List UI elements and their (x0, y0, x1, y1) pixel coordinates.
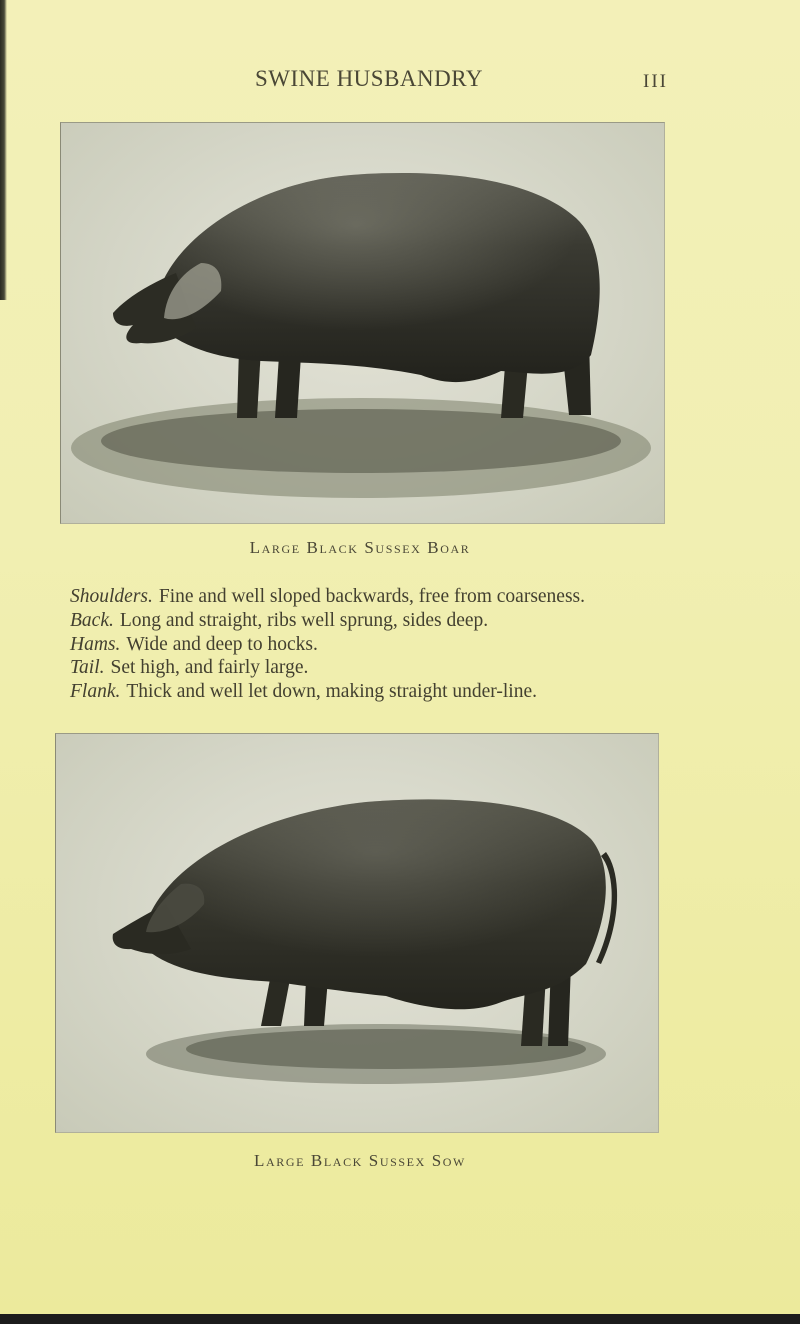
point-text: Long and straight, ribs well sprung, sides deep. (119, 609, 489, 631)
boar-photograph (60, 122, 665, 524)
point-text: Wide and deep to hocks. (126, 633, 318, 655)
point-text: Thick and well let down, making straight under-line. (126, 681, 537, 703)
point-hams (70, 633, 730, 657)
point-term: Hams. (70, 633, 121, 655)
point-flank (70, 680, 730, 704)
book-title: SWINE HUSBANDRY (255, 66, 483, 91)
point-term: Back. (70, 609, 114, 631)
point-term: Tail. (70, 657, 105, 679)
point-text: Fine and well sloped backwards, free from coarseness. (158, 586, 586, 607)
boar-caption: Large Black Sussex Boar (249, 538, 471, 557)
point-term: Shoulders. (70, 586, 153, 607)
point-back (70, 609, 730, 633)
running-head (0, 66, 800, 98)
point-term: Flank. (70, 681, 121, 703)
point-tail (70, 656, 730, 680)
page-bottom-edge (0, 1314, 800, 1324)
page-number: III (643, 71, 668, 92)
page-binding-edge (0, 0, 7, 300)
points-list (70, 585, 730, 704)
sow-caption: Large Black Sussex Sow (254, 1151, 466, 1170)
sow-photograph (55, 733, 659, 1133)
point-shoulders (70, 585, 730, 609)
point-text: Set high, and fairly large. (110, 657, 309, 679)
sow-photo-icon (56, 734, 658, 1132)
boar-photo-icon (61, 123, 664, 523)
